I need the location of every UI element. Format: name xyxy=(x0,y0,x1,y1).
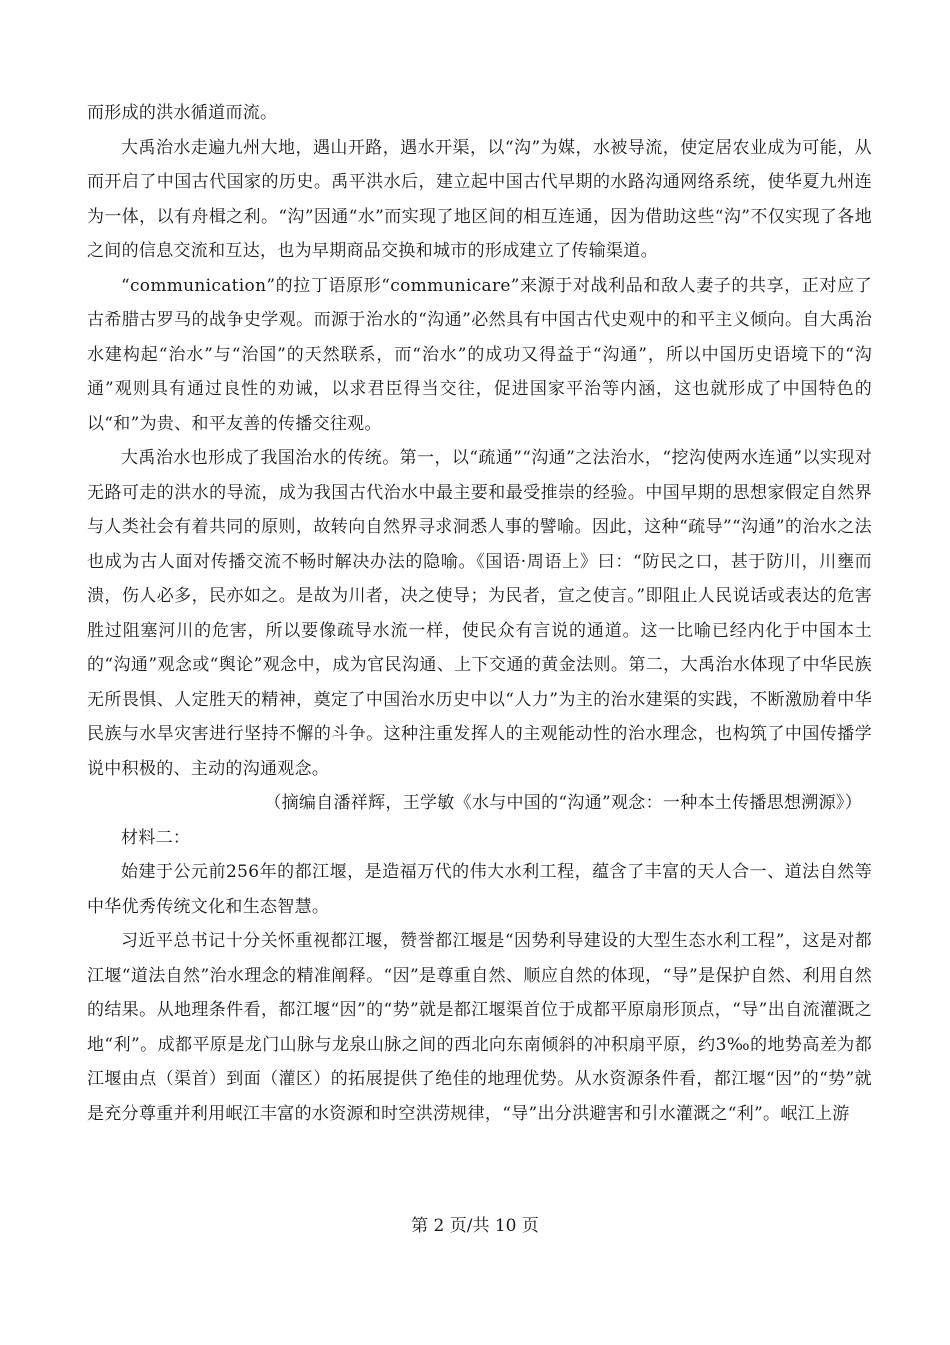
paragraph-dayu-canals: 大禹治水走遍九州大地，遇山开路，遇水开渠，以“沟”为媒，水被导流，使定居农业成为可能，从而开启了中国古代国家的历史。禹平洪水后，建立起中国古代早期的水路沟通网络系统，使华夏九州连为一体，以有舟楫之利。“沟”因通“水”而实现了地区间的相互连通，因为借助这些“沟”不仅实现了各地之间的信息交流和互达，也为早期商品交换和城市的形成建立了传输渠道。 xyxy=(87,137,872,261)
paragraph-water-tradition: 大禹治水也形成了我国治水的传统。第一，以“疏通”“沟通”之法治水，“挖沟使两水连通”以实现对无路可走的洪水的导流，成为我国古代治水中最主要和最受推崇的经验。中国早期的思想家假定自然界与人类社会有着共同的原则，故转向自然界寻求洞悉人事的譬喻。因此，这种“疏导”“沟通”的治水之法也成为古人面对传播交流不畅时解决办法的隐喻。《国语·周语上》曰：“防民之口，甚于防川，川壅而溃，伤人必多，民亦如之。是故为川者，决之使导；为民者，宣之使言。”即阻止人民说话或表达的危害胜过阻塞河川的危害，所以要像疏导水流一样，使民众有言说的通道。这一比喻已经内化于中国本土的“沟通”观念或“舆论”观念中，成为官民沟通、上下交通的黄金法则。第二，大禹治水体现了中华民族无所畏惧、人定胜天的精神，奠定了中国治水历史中以“人力”为主的治水建渠的实践，不断激励着中华民族与水旱灾害进行坚持不懈的斗争。这种注重发挥人的主观能动性的治水理念，也构筑了中国传播学说中积极的、主动的沟通观念。 xyxy=(87,448,872,779)
paragraph-dujiangyan-philosophy: 习近平总书记十分关怀重视都江堰，赞誉都江堰是“因势利导建设的大型生态水利工程”，这是对都江堰“道法自然”治水理念的精准阐释。“因”是尊重自然、顺应自然的体现，“导”是保护自然、利用自然的结果。从地理条件看，都江堰“因”的“势”就是都江堰渠首位于成都平原扇形顶点，“导”出自流灌溉之地“利”。成都平原是龙门山脉与龙泉山脉之间的西北向东南倾斜的冲积扇平原，约3‰的地势高差为都江堰由点（渠首）到面（灌区）的拓展提供了绝佳的地理优势。从水资源条件看，都江堰“因”的“势”就是充分尊重并利用岷江丰富的水资源和时空洪涝规律，“导”出分洪避害和引水灌溉之“利”。岷江上游 xyxy=(87,931,872,1124)
paragraph-dujiangyan-intro: 始建于公元前256年的都江堰，是造福万代的伟大水利工程，蕴含了丰富的天人合一、道法自然等中华优秀传统文化和生态智慧。 xyxy=(87,862,872,917)
source-citation: （摘编自潘祥辉，王学敏《水与中国的“沟通”观念：一种本土传播思想溯源》） xyxy=(264,793,862,813)
paragraph-continuation: 而形成的洪水循道而流。 xyxy=(87,103,278,123)
document-body xyxy=(87,96,872,1131)
page-number-footer: 第 2 页/共 10 页 xyxy=(411,1216,539,1236)
paragraph-communication-etymology: “communication”的拉丁语原形“communicare”来源于对战利品和敌人妻子的共享，正对应了古希腊古罗马的战争史学观。而源于治水的“沟通”必然具有中国古代史观中的和平主义倾向。自大禹治水建构起“治水”与“治国”的天然联系，而“治水”的成功又得益于“沟通”，所以中国历史语境下的“沟通”观则具有通过良性的劝诫，以求君臣得当交往，促进国家平治等内涵，这也就形成了中国特色的以“和”为贵、和平友善的传播交往观。 xyxy=(87,275,872,434)
material-two-heading: 材料二： xyxy=(121,827,191,848)
